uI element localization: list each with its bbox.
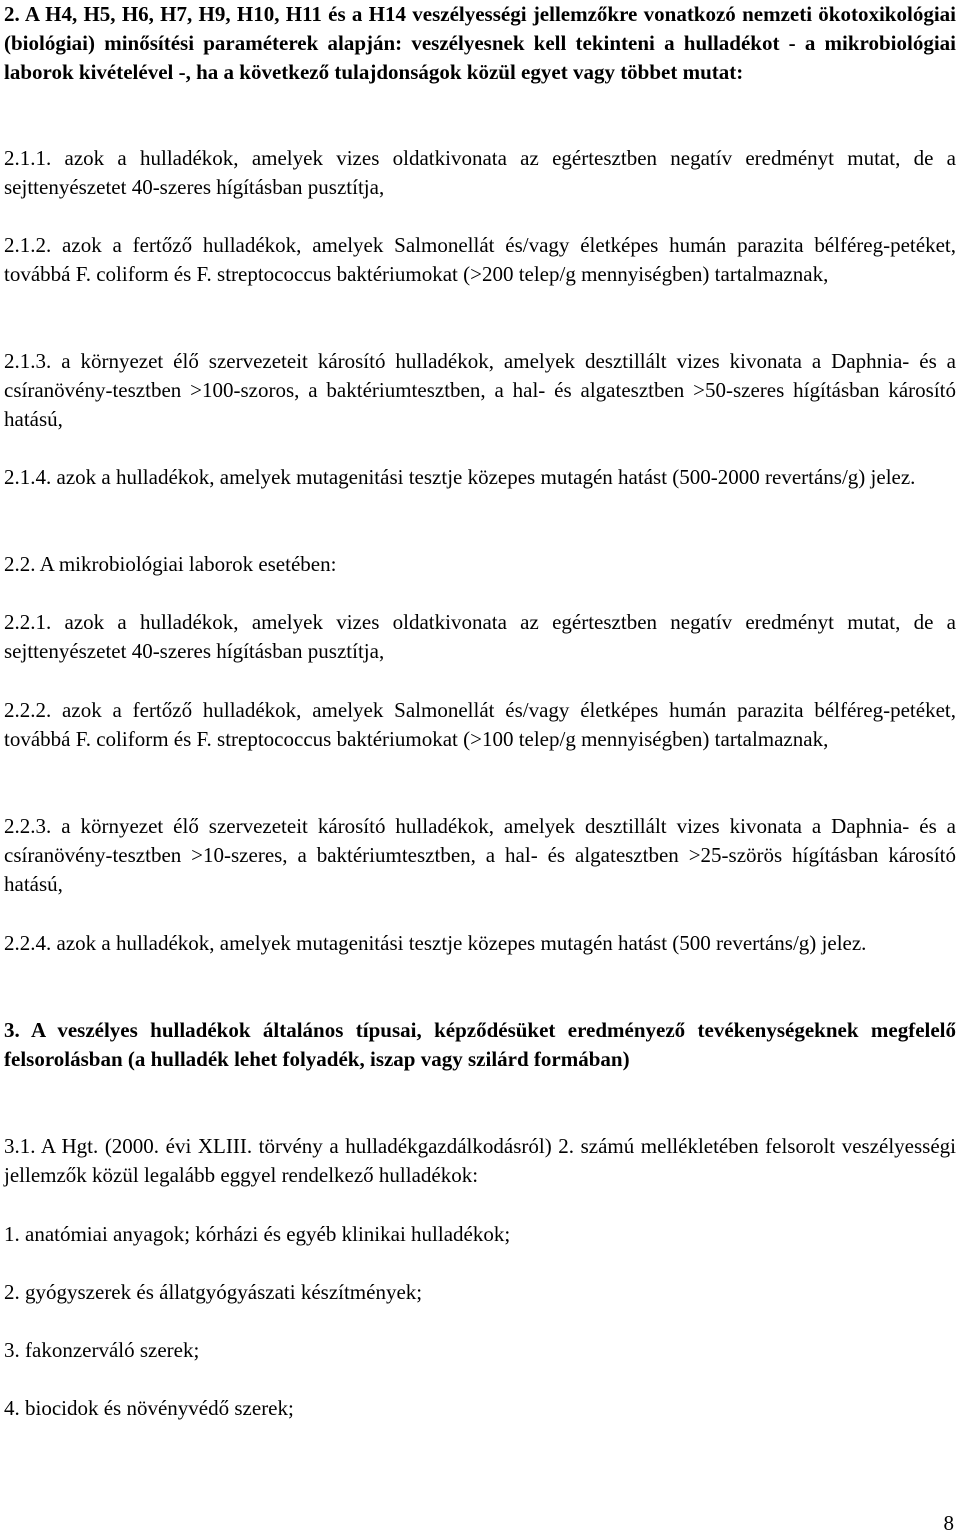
- item-2-2-4: 2.2.4. azok a hulladékok, amelyek mutagenitási tesztje közepes mutagén hatást (500 revertáns/g) jelez.: [4, 931, 867, 955]
- item-3-1: 3.1. A Hgt. (2000. évi XLIII. törvény a hulladékgazdálkodásról) 2. számú mellékletében felsorolt veszélyességi jellemzők közül legalább eggyel rendelkező hulladékok:: [4, 1134, 956, 1188]
- list-item-1: 1. anatómiai anyagok; kórházi és egyéb klinikai hulladékok;: [4, 1222, 511, 1246]
- page-number: 8: [943, 1511, 954, 1535]
- item-2-2-2: 2.2.2. azok a fertőző hulladékok, amelyek Salmonellát és/vagy életképes humán parazita bélféreg-petéket, továbbá F. coliform és F. streptococcus baktériumokat (>100 telep/g mennyiségben) tartalmaznak,: [4, 698, 956, 752]
- item-2-2-1: 2.2.1. azok a hulladékok, amelyek vizes oldatkivonata az egértesztben negatív eredményt mutat, de a sejttenyészetet 40-szeres hígításban pusztítja,: [4, 610, 956, 664]
- section-3-heading: 3. A veszélyes hulladékok általános típusai, képződésüket eredményező tevékenységeknek megfelelő felsorolásban (a hulladék lehet folyadék, iszap vagy szilárd formában): [4, 1018, 956, 1072]
- item-2-1-1: 2.1.1. azok a hulladékok, amelyek vizes oldatkivonata az egértesztben negatív eredményt mutat, de a sejttenyészetet 40-szeres hígításban pusztítja,: [4, 146, 956, 200]
- subsection-2-2: 2.2. A mikrobiológiai laborok esetében:: [4, 552, 337, 576]
- list-item-3: 3. fakonzerváló szerek;: [4, 1338, 200, 1362]
- list-item-4: 4. biocidok és növényvédő szerek;: [4, 1396, 294, 1420]
- item-2-1-3: 2.1.3. a környezet élő szervezeteit károsító hulladékok, amelyek desztillált vizes kivonata a Daphnia- és a csíranövény-tesztben >100-szoros, a baktériumtesztben, a hal- és algatesztben >50-szeres hígításban károsító hatású,: [4, 349, 956, 432]
- section-2-intro: 2. A H4, H5, H6, H7, H9, H10, H11 és a H14 veszélyességi jellemzőkre vonatkozó nemzeti ökotoxikológiai (biológiai) minősítési paraméterek alapján: veszélyesnek kell tekinteni a hulladékot - a mikrobiológiai laborok kivételével -, ha a következő tulajdonságok közül egyet vagy többet mutat:: [4, 2, 956, 85]
- item-2-1-4: 2.1.4. azok a hulladékok, amelyek mutagenitási tesztje közepes mutagén hatást (500-2000 revertáns/g) jelez.: [4, 465, 916, 489]
- item-2-2-3: 2.2.3. a környezet élő szervezeteit károsító hulladékok, amelyek desztillált vizes kivonata a Daphnia- és a csíranövény-tesztben >10-szeres, a baktériumtesztben, a hal- és algatesztben >25-szörös hígításban károsító hatású,: [4, 814, 956, 897]
- item-2-1-2: 2.1.2. azok a fertőző hulladékok, amelyek Salmonellát és/vagy életképes humán parazita bélféreg-petéket, továbbá F. coliform és F. streptococcus baktériumokat (>200 telep/g mennyiségben) tartalmaznak,: [4, 233, 956, 287]
- list-item-2: 2. gyógyszerek és állatgyógyászati készítmények;: [4, 1280, 423, 1304]
